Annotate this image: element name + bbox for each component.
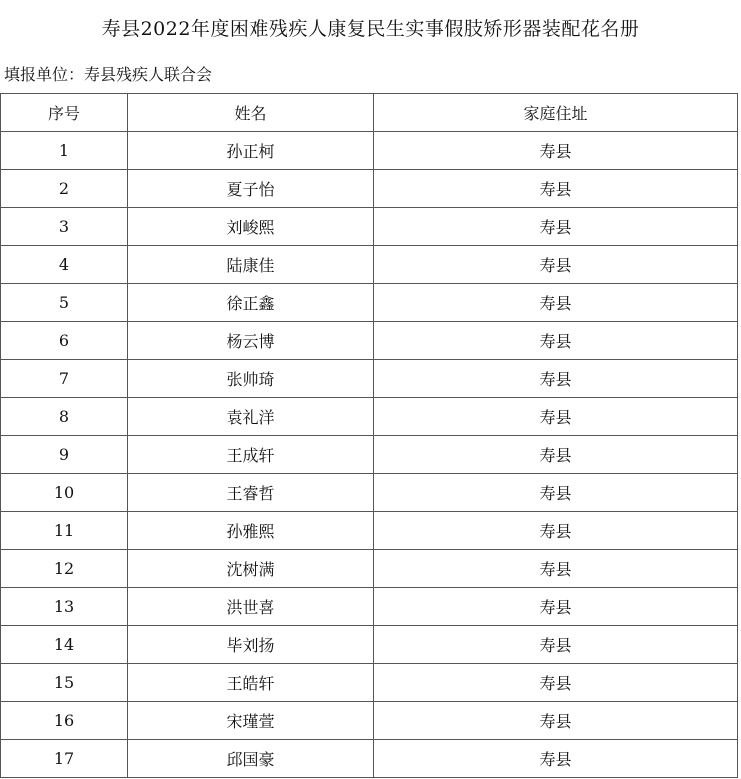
table-row xyxy=(1,664,738,702)
cell-address: 寿县 xyxy=(374,398,738,436)
cell-address: 寿县 xyxy=(374,626,738,664)
cell-address: 寿县 xyxy=(374,246,738,284)
cell-serial: 2 xyxy=(1,170,128,208)
table-row xyxy=(1,626,738,664)
cell-serial: 14 xyxy=(1,626,128,664)
cell-name: 孙正柯 xyxy=(128,132,374,170)
cell-name: 刘峻熙 xyxy=(128,208,374,246)
cell-name: 宋瑾萱 xyxy=(128,702,374,740)
cell-address: 寿县 xyxy=(374,132,738,170)
table-body xyxy=(1,132,738,778)
cell-name: 邱国豪 xyxy=(128,740,374,778)
cell-name: 沈树满 xyxy=(128,550,374,588)
cell-name: 王皓轩 xyxy=(128,664,374,702)
table-row xyxy=(1,284,738,322)
cell-address: 寿县 xyxy=(374,436,738,474)
cell-address: 寿县 xyxy=(374,360,738,398)
cell-serial: 12 xyxy=(1,550,128,588)
header-address: 家庭住址 xyxy=(374,94,738,132)
cell-name: 袁礼洋 xyxy=(128,398,374,436)
cell-serial: 13 xyxy=(1,588,128,626)
cell-serial: 11 xyxy=(1,512,128,550)
table-row xyxy=(1,322,738,360)
cell-address: 寿县 xyxy=(374,740,738,778)
cell-address: 寿县 xyxy=(374,170,738,208)
table-row xyxy=(1,550,738,588)
cell-serial: 17 xyxy=(1,740,128,778)
table-row xyxy=(1,702,738,740)
table-row xyxy=(1,398,738,436)
table-row xyxy=(1,436,738,474)
cell-address: 寿县 xyxy=(374,550,738,588)
table-row xyxy=(1,132,738,170)
cell-address: 寿县 xyxy=(374,322,738,360)
cell-address: 寿县 xyxy=(374,588,738,626)
cell-address: 寿县 xyxy=(374,702,738,740)
table-header-row xyxy=(1,94,738,132)
cell-name: 张帅琦 xyxy=(128,360,374,398)
cell-name: 夏子怡 xyxy=(128,170,374,208)
cell-serial: 10 xyxy=(1,474,128,512)
cell-serial: 1 xyxy=(1,132,128,170)
cell-serial: 15 xyxy=(1,664,128,702)
table-row xyxy=(1,170,738,208)
cell-name: 王成轩 xyxy=(128,436,374,474)
cell-serial: 5 xyxy=(1,284,128,322)
table-row xyxy=(1,360,738,398)
cell-serial: 8 xyxy=(1,398,128,436)
cell-name: 陆康佳 xyxy=(128,246,374,284)
cell-name: 毕刘扬 xyxy=(128,626,374,664)
cell-serial: 7 xyxy=(1,360,128,398)
cell-address: 寿县 xyxy=(374,284,738,322)
table-row xyxy=(1,588,738,626)
cell-address: 寿县 xyxy=(374,512,738,550)
header-serial: 序号 xyxy=(1,94,128,132)
header-name: 姓名 xyxy=(128,94,374,132)
cell-serial: 4 xyxy=(1,246,128,284)
cell-address: 寿县 xyxy=(374,664,738,702)
document-title: 寿县2022年度困难残疾人康复民生实事假肢矫形器装配花名册 xyxy=(101,18,640,40)
cell-serial: 16 xyxy=(1,702,128,740)
reporting-unit: 填报单位：寿县残疾人联合会 xyxy=(4,65,213,84)
cell-name: 杨云博 xyxy=(128,322,374,360)
table-row xyxy=(1,740,738,778)
table-row xyxy=(1,474,738,512)
roster-table xyxy=(0,93,738,778)
table-row xyxy=(1,246,738,284)
cell-serial: 6 xyxy=(1,322,128,360)
table-row xyxy=(1,512,738,550)
cell-name: 孙雅熙 xyxy=(128,512,374,550)
cell-address: 寿县 xyxy=(374,208,738,246)
cell-serial: 3 xyxy=(1,208,128,246)
cell-name: 洪世喜 xyxy=(128,588,374,626)
cell-name: 王睿哲 xyxy=(128,474,374,512)
cell-serial: 9 xyxy=(1,436,128,474)
cell-name: 徐正鑫 xyxy=(128,284,374,322)
table-row xyxy=(1,208,738,246)
cell-address: 寿县 xyxy=(374,474,738,512)
